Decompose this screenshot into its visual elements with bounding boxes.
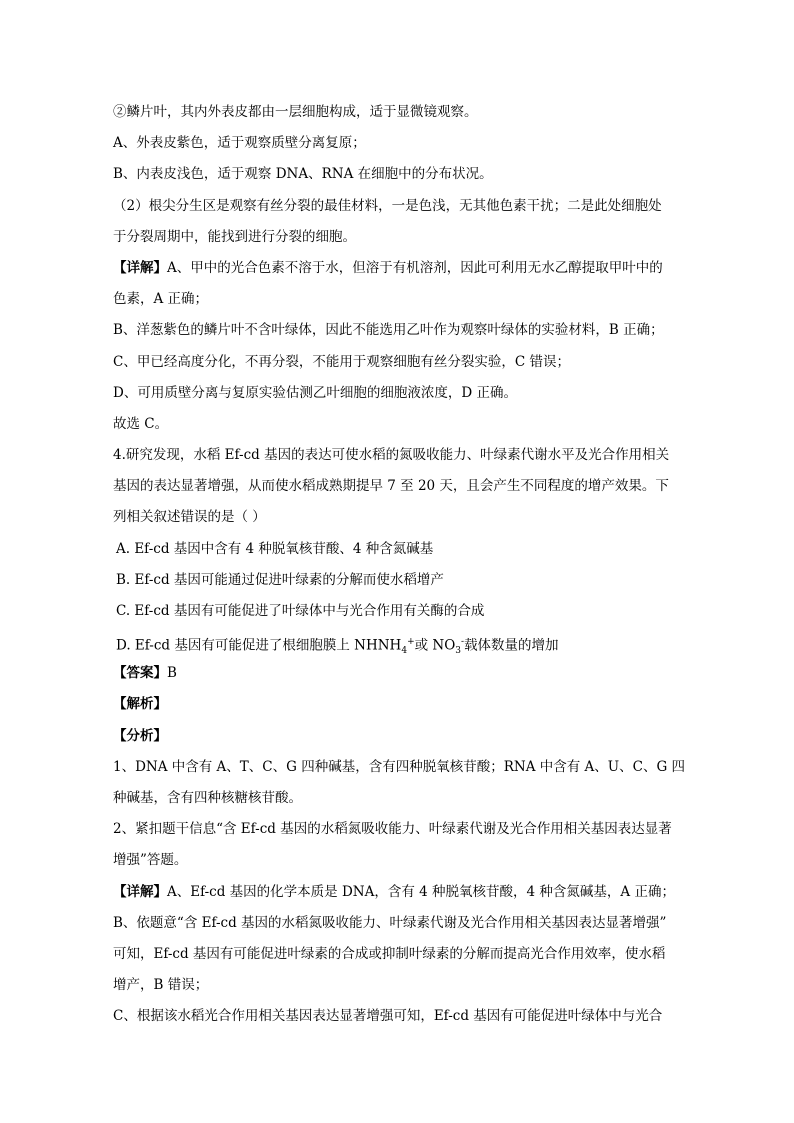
text-line: 2、紧扣题干信息“含 Ef-cd 基因的水稻氮吸收能力、叶绿素代谢及光合作用相关基因表达显著 [113, 821, 672, 837]
text-span: D. Ef-cd 基因有可能促进了根细胞膜上 NH [116, 637, 378, 654]
text-line: A、外表皮紫色，适于观察质壁分离复原； [113, 135, 366, 151]
question-text: 4.研究发现，水稻 Ef-cd 基因的表达可使水稻的氮吸收能力、叶绿素代谢水平及光合作用相关 [113, 447, 670, 463]
text-line: 增产，B 错误； [113, 977, 209, 993]
option-a: A. Ef-cd 基因中含有 4 种脱氧核苷酸、4 种含氮碱基 [116, 541, 434, 557]
superscript: - [461, 637, 465, 647]
detail-tag: 【详解】 [113, 260, 167, 276]
breakdown-tag: 【分析】 [113, 728, 167, 744]
text-line: 增强”答题。 [113, 852, 188, 868]
text-span: NH [377, 637, 402, 654]
option-c: C. Ef-cd 基因有可能促进了叶绿体中与光合作用有关酶的合成 [116, 603, 485, 619]
text-span: 或 NO [414, 637, 456, 654]
text-line: （2）根尖分生区是观察有丝分裂的最佳材料，一是色浅，无其他色素干扰；二是此处细胞处 [113, 198, 662, 214]
text-line: 故选 C。 [113, 416, 169, 432]
answer-line [113, 663, 681, 683]
text-line [113, 882, 681, 902]
text-line: 1、DNA 中含有 A、T、C、G 四种碱基，含有四种脱氧核苷酸；RNA 中含有 A、U、C、G 四 [113, 759, 686, 775]
text-line: D、可用质壁分离与复原实验估测乙叶细胞的细胞液浓度，D 正确。 [113, 385, 517, 401]
text-line: ②鳞片叶，其内外表皮都由一层细胞构成，适于显微镜观察。 [113, 104, 478, 120]
answer-value: B [167, 665, 177, 681]
text-line: 种碱基，含有四种核糖核苷酸。 [113, 790, 302, 806]
text-line: B、依题意“含 Ef-cd 基因的水稻氮吸收能力、叶绿素代谢及光合作用相关基因表达显著增强” [113, 915, 667, 931]
text-line: C、甲已经高度分化，不再分裂，不能用于观察细胞有丝分裂实验，C 错误； [113, 354, 570, 370]
question-text: 列相关叙述错误的是（ ） [113, 509, 266, 525]
text-span: 载体数量的增加 [464, 637, 559, 654]
text-line: 色素，A 正确； [113, 291, 209, 307]
question-text: 基因的表达显著增强，从而使水稻成熟期提早 7 至 20 天，且会产生不同程度的增产效果。下 [113, 478, 669, 494]
text-line: B、洋葱紫色的鳞片叶不含叶绿体，因此不能选用乙叶作为观察叶绿体的实验材料，B 正确； [113, 322, 664, 338]
subscript: 3 [455, 646, 462, 657]
analysis-tag: 【解析】 [113, 696, 167, 712]
text-line: B、内表皮浅色，适于观察 DNA、RNA 在细胞中的分布状况。 [113, 166, 493, 182]
answer-tag: 【答案】 [113, 665, 167, 681]
option-b: B. Ef-cd 基因可能通过促进叶绿素的分解而使水稻增产 [116, 572, 444, 588]
text-line: 于分裂周期中，能找到进行分裂的细胞。 [113, 229, 356, 245]
superscript: + [407, 637, 415, 647]
text-span: A、甲中的光合色素不溶于水，但溶于有机溶剂，因此可利用无水乙醇提取甲叶中的 [167, 260, 663, 276]
text-line [113, 258, 681, 278]
text-span: A、Ef-cd 基因的化学本质是 DNA，含有 4 种脱氧核苷酸，4 种含氮碱基，A 正确； [167, 884, 675, 900]
subscript: 4 [401, 646, 408, 657]
text-line: C、根据该水稻光合作用相关基因表达显著增强可知，Ef-cd 基因有可能促进叶绿体中与光合 [113, 1008, 663, 1024]
option-d [116, 632, 684, 661]
detail-tag: 【详解】 [113, 884, 167, 900]
text-line: 可知，Ef-cd 基因有可能促进叶绿素的合成或抑制叶绿素的分解而提高光合作用效率，使水稻 [113, 946, 666, 962]
